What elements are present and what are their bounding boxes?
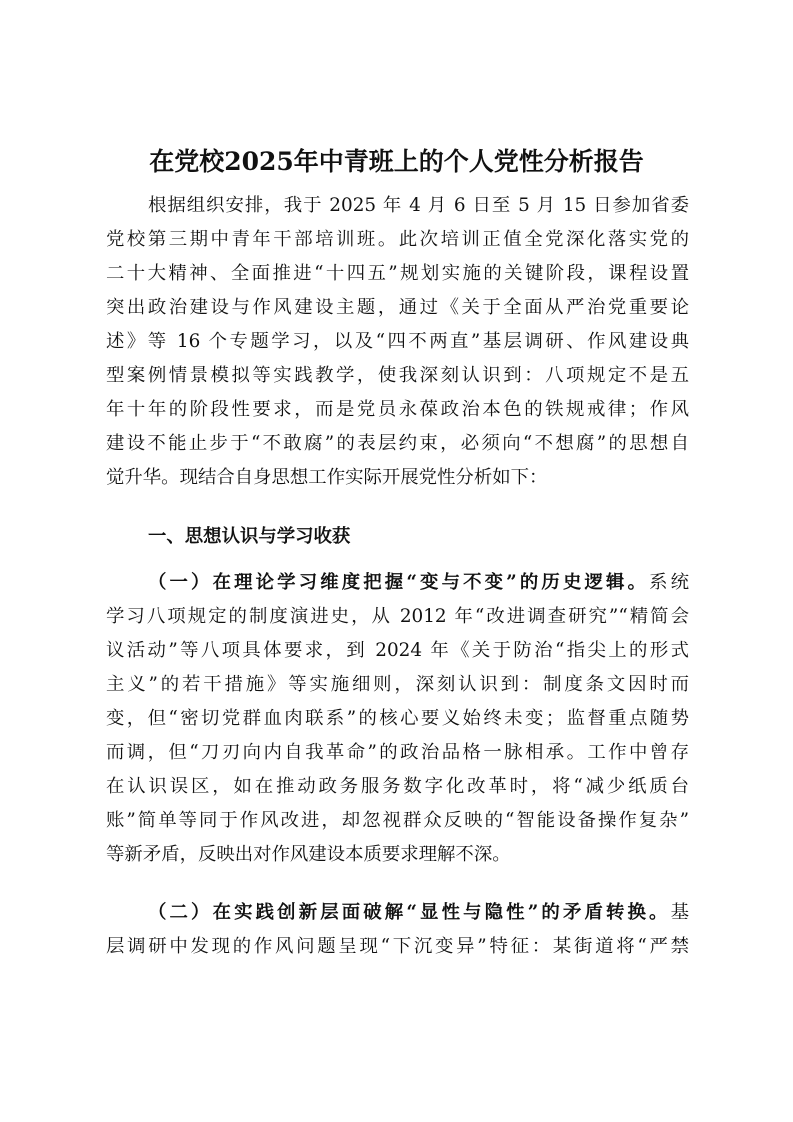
subsection-heading: （二）在实践创新层面破解“显性与隐性”的矛盾转换。 [148,902,671,923]
intro-line: 年十年的阶段性要求，而是党员永葆政治本色的铁规戒律；作风 [106,399,689,420]
intro-line: 建设不能止步于“不敢腐”的表层约束，必须向“不想腐”的思想自 [106,433,689,454]
subsection-text: 基 [670,902,689,923]
document-title: 在党校2025年中青班上的个人党性分析报告 [149,147,644,176]
body-line: 层调研中发现的作风问题呈现“下沉变异”特征：某街道将“严禁 [106,936,689,957]
subsection-heading: （一）在理论学习维度把握“变与不变”的历史逻辑。 [148,572,650,593]
subsection-text: 系统 [649,572,689,593]
intro-line: 突出政治建设与作风建设主题，通过《关于全面从严治党重要论 [106,297,689,318]
intro-line: 觉升华。现结合自身思想工作实际开展党性分析如下： [106,467,548,488]
intro-line: 型案例情景模拟等实践教学，使我深刻认识到：八项规定不是五 [106,365,689,386]
body-line: 变，但“密切党群血肉联系”的核心要义始终未变；监督重点随势 [106,708,689,729]
body-line: 账”简单等同于作风改进，却忽视群众反映的“智能设备操作复杂” [106,810,689,831]
intro-line: 根据组织安排，我于 2025 年 4 月 6 日至 5 月 15 日参加省委 [148,195,689,216]
body-line: 等新矛盾，反映出对作风建设本质要求理解不深。 [106,844,511,865]
body-line: 议活动”等八项具体要求，到 2024 年《关于防治“指尖上的形式 [106,640,689,661]
subsection-first-line [148,898,689,928]
body-line: 学习八项规定的制度演进史，从 2012 年“改进调查研究”“精简会 [106,606,689,627]
intro-line: 党校第三期中青年干部培训班。此次培训正值全党深化落实党的 [106,229,689,250]
body-line: 而调，但“刀刃向内自我革命”的政治品格一脉相承。工作中曾存 [106,742,689,763]
intro-line: 二十大精神、全面推进“十四五”规划实施的关键阶段，课程设置 [106,263,689,284]
subsection-first-line [148,568,689,598]
body-line: 主义”的若干措施》等实施细则，深刻认识到：制度条文因时而 [106,674,689,695]
body-line: 在认识误区，如在推动政务服务数字化改革时，将“减少纸质台 [106,776,689,797]
intro-line: 述》等 16 个专题学习，以及“四不两直”基层调研、作风建设典 [106,331,689,352]
section-heading: 一、思想认识与学习收获 [148,526,351,547]
